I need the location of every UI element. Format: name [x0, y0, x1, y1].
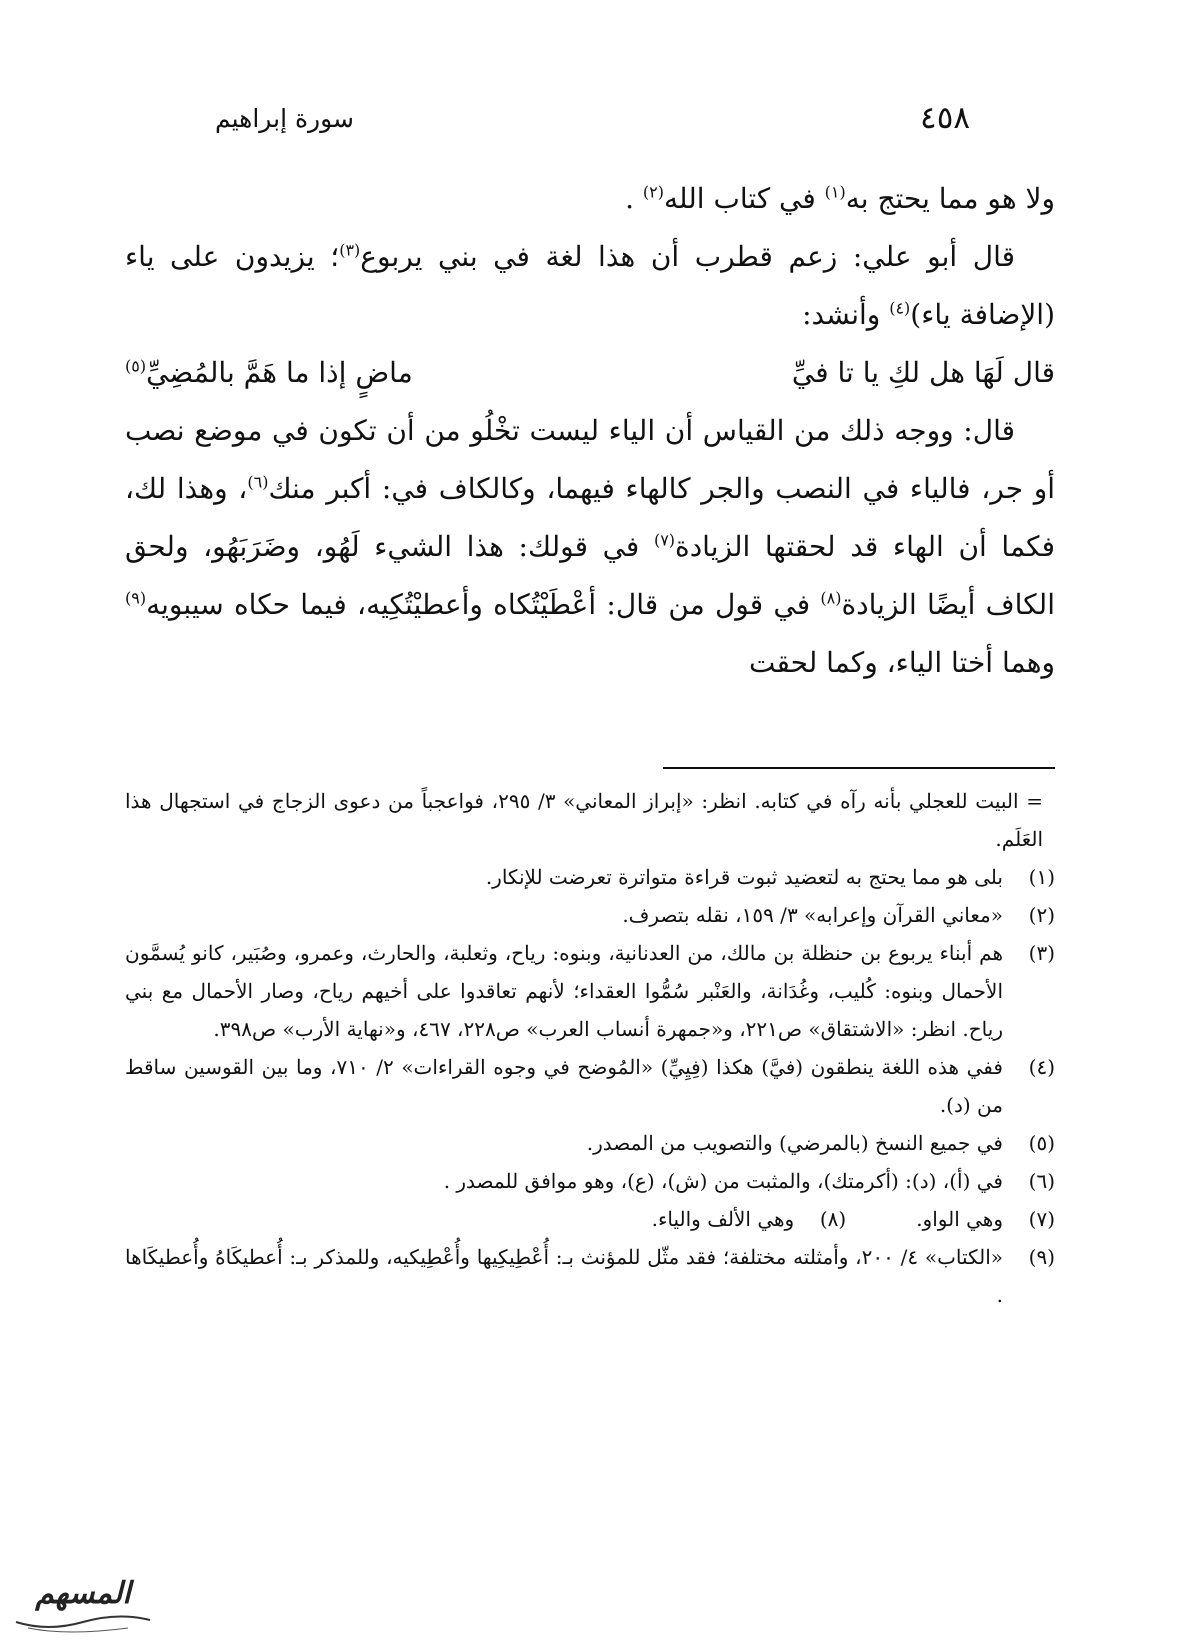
footnote-7: [916, 1200, 1055, 1238]
footnote-ref-8[interactable]: (٨): [820, 588, 842, 608]
footnote-text: وهي الألف والياء.: [651, 1207, 795, 1231]
footnote-number: (٧): [1028, 1207, 1055, 1231]
footnote-text: هم أبناء يربوع بن حنظلة بن مالك، من العدنانية، وبنوه: رياح، وثعلبة، والحارث، وعمرو، وصُبَير، كانو يُسمَّون الأحمال وبنوه: كُليب، وغُدَانة، والعَنْبر سُمُّوا العقداء؛ لأنهم تعاقدوا على أخيهم رياح، وصار الأحمال مع بني رياح. انظر: «الاشتقاق» ص٢٢١، و«جمهرة أنساب العرب» ص٢٢٨، ٤٦٧، و«نهاية الأرب» ص٣٩٨.: [125, 941, 1003, 1041]
footnote-text: ففي هذه اللغة ينطقون (فيَّ) هكذا (فِيِيِّ) «المُوضح في وجوه القراءات» ٢/ ٧١٠، وما بين القوسين ساقط من (د).: [125, 1055, 1003, 1117]
footnote-2: [125, 896, 1055, 934]
footnote-ref-3[interactable]: (٣): [339, 240, 361, 260]
footnotes-7-8: [125, 1200, 1055, 1238]
poetry-verse: [125, 344, 1055, 402]
footnote-number: (٤): [1028, 1055, 1055, 1079]
footnote-4: [125, 1048, 1055, 1124]
footnote-number: (٦): [1028, 1169, 1055, 1193]
paragraph-2: قال أبو علي: زعم قطرب أن هذا لغة في بني يربوع$^{(٣)}$؛ يزيدون على ياء (الإضافة ياء)$^{(٤)}$ وأنشد:: [125, 240, 1055, 331]
footnote-text: «الكتاب» ٤/ ٢٠٠، وأمثلته مختلفة؛ فقد مثّل للمؤنث بـ: أُعْطِيكِيها وأُعْطِيكيه، وللمذكر بـ: أُعطيكَاهُ وأُعطيكَاها .: [125, 1245, 1003, 1307]
footnote-ref-4[interactable]: (٤): [889, 298, 911, 318]
footnote-text: «معاني القرآن وإعرابه» ٣/ ١٥٩، نقله بتصرف.: [622, 903, 1003, 927]
page-number: ٤٥٨: [920, 100, 970, 136]
footnote-number: (٣): [1028, 941, 1055, 965]
footnote-1: [125, 858, 1055, 896]
footnote-number: (١): [1028, 865, 1055, 889]
footnote-number: (٢): [1028, 903, 1055, 927]
footnote-ref-9[interactable]: (٩): [125, 588, 147, 608]
footnote-number: (٨): [819, 1207, 847, 1231]
verse-hemistich-1: قال لَهَا هل لكِ يا تا فيِّ: [791, 356, 1055, 389]
paragraph-1: ولا هو مما يحتج به$^{(١)}$ في كتاب الله$^{(٢)}$ .: [625, 182, 1055, 215]
footnote-ref-5[interactable]: (٥): [125, 356, 147, 376]
footnote-continuation: = البيت للعجلي بأنه رآه في كتابه. انظر: «إبراز المعاني» ٣/ ٢٩٥، فواعجباً من دعوى الزجاج في استجهال هذا العَلَم.: [125, 789, 1043, 851]
page-header: [215, 98, 970, 138]
footnote-8: [652, 1200, 847, 1238]
main-text: [125, 170, 1055, 692]
footnotes: [125, 782, 1055, 1314]
verse-hemistich-2: ماضٍ إذا ما هَمَّ بالمُضِيِّ$^{(٥)}$: [125, 356, 413, 389]
footnote-text: في جميع النسخ (بالمرضي) والتصويب من المصدر.: [586, 1131, 1003, 1155]
footnote-divider: [663, 767, 1055, 769]
footnote-text: في (أ)، (د): (أكرمتك)، والمثبت من (ش)، (ع)، وهو موافق للمصدر .: [443, 1169, 1003, 1193]
footnote-ref-6[interactable]: (٦): [247, 472, 269, 492]
footnote-ref-7[interactable]: (٧): [653, 530, 676, 550]
footnote-number: (٩): [1028, 1245, 1055, 1269]
running-title: سورة إبراهيم: [215, 103, 354, 133]
footnote-6: [125, 1162, 1055, 1200]
footnote-3: [125, 934, 1055, 1048]
footnote-ref-1[interactable]: (١): [824, 182, 846, 202]
footnote-5: [125, 1124, 1055, 1162]
paragraph-3: قال: ووجه ذلك من القياس أن الياء ليست تخْلُو من أن تكون في موضع نصب أو جر، فالياء في النصب والجر كالهاء فيهما، وكالكاف في: أكبر منك$^{(٦)}$، وهذا لك، فكما أن الهاء قد لحقتها الزيادة$^{(٧)}$ في قولك: هذا الشيء لَهُو، وضَرَبَهُو، ولحق الكاف أيضًا الزيادة$^{(٨)}$ في قول من قال: أعْطَيْتُكاه وأعطيْتُكِيه، فيما حكاه سيبويه$^{(٩)}$ وهما أختا الياء، وكما لحقت: [125, 414, 1055, 679]
stamp-lettering: المسهم: [35, 1576, 131, 1611]
footnote-9: [125, 1238, 1055, 1314]
library-stamp-logo: [8, 1570, 158, 1640]
footnote-text: وهي الواو.: [916, 1207, 1003, 1231]
footnote-ref-2[interactable]: (٢): [642, 182, 664, 202]
footnote-number: (٥): [1028, 1131, 1055, 1155]
footnote-text: بلى هو مما يحتج به لتعضيد ثبوت قراءة متواترة تعرضت للإنكار.: [485, 865, 1003, 889]
